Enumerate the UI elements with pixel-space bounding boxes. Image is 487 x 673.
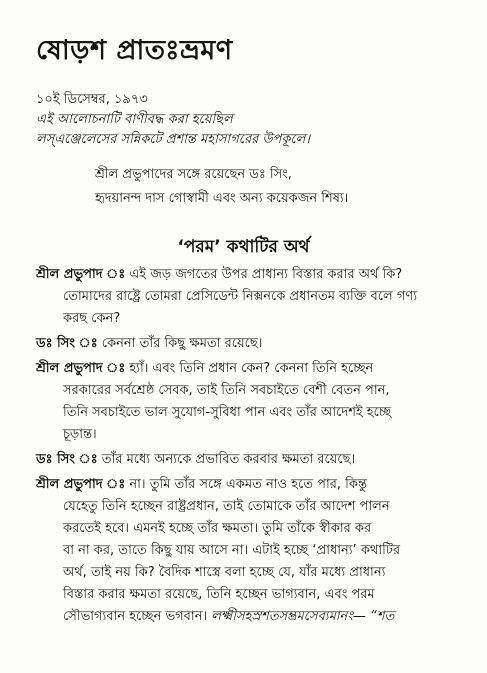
speech-text: হ্যাঁ। এবং তিনি প্রধান কেন? কেননা তিনি হচ্ছেন bbox=[129, 361, 374, 376]
recording-note-line-1: এই আলোচনাটি বাণীবদ্ধ করা হয়েছিল bbox=[36, 112, 233, 127]
speech-text: কেননা তাঁর কিছু ক্ষমতা রয়েছে। bbox=[101, 336, 263, 351]
dialogue bbox=[36, 264, 464, 631]
date-line: ১০ই ডিসেম্বর, ১৯৭৩ bbox=[36, 92, 148, 107]
speaker-label: শ্রীল প্রভুপাদ ঃ bbox=[36, 361, 126, 376]
speaker-label: শ্রীল প্রভুপাদ ঃ bbox=[36, 477, 126, 492]
participants-line-2: হৃদয়ানন্দ দাস গোস্বামী এবং অন্য কয়েকজন শিষ্য। bbox=[95, 191, 349, 206]
dialogue-turn bbox=[36, 449, 464, 471]
chapter-title: ষোড়শ প্রাতঃভ্রমণ bbox=[36, 35, 233, 66]
speech-text: এই জড় জগতের উপর প্রাধান্য বিস্তার করার অর্থ কি? bbox=[129, 267, 403, 282]
speaker-label: ডঃ সিং ঃ bbox=[36, 336, 98, 351]
speech-line: তোমাদের রাষ্ট্রে তোমরা প্রেসিডেন্ট নিক্সনকে প্রধানতম ব্যক্তি বলে গণ্য bbox=[63, 289, 417, 304]
participants bbox=[95, 163, 348, 211]
sanskrit-verse: লক্ষ্মীসহস্রশতসম্ভ্রমসেব্যমানং— “শত bbox=[211, 609, 395, 624]
speech-line: সরকারের সর্বশ্রেষ্ঠ সেবক, তাই তিনি সবচাইতে বেশী বেতন পান, bbox=[63, 383, 390, 398]
dialogue-turn bbox=[36, 264, 464, 330]
speech-line: অর্থ, তাই নয় কি? বৈদিক শাস্ত্রে বলা হচ্ছে যে, যাঁর মধ্যে প্রাধান্য bbox=[63, 565, 386, 580]
speaker-label: শ্রীল প্রভুপাদ ঃ bbox=[36, 267, 126, 282]
chapter-meta bbox=[36, 90, 310, 150]
dialogue-turn bbox=[36, 358, 464, 446]
speech-text: সৌভাগ্যবান হচ্ছেন ভগবান। bbox=[63, 609, 208, 624]
speech-line: তিনি সবচাইতে ভাল সুযোগ-সুবিধা পান এবং তাঁর আদেশই হচ্ছে bbox=[63, 405, 392, 420]
speech-line: করছ কেন? bbox=[63, 311, 121, 326]
speech-text: না। তুমি তাঁর সঙ্গে একমত নাও হতে পার, কিন্তু bbox=[129, 477, 367, 492]
recording-note-line-2: লস্‌এঞ্জেলেসের সন্নিকটে প্রশান্ত মহাসাগরের উপকূলে। bbox=[36, 132, 310, 147]
speech-text: তাঁর মধ্যে অন্যকে প্রভাবিত করবার ক্ষমতা রয়েছে। bbox=[101, 452, 356, 467]
participants-line-1: শ্রীল প্রভুপাদের সঙ্গে রয়েছেন ডঃ সিং, bbox=[95, 167, 292, 182]
speaker-label: ডঃ সিং ঃ bbox=[36, 452, 98, 467]
section-title: ‘পরম’ কথাটির অর্থ bbox=[177, 237, 310, 257]
speech-line: বা না কর, তাতে কিছু যায় আসে না। এটাই হচ্ছে ‘প্রাধান্য’ কথাটির bbox=[63, 543, 401, 558]
speech-line: চূড়ান্ত। bbox=[63, 427, 97, 442]
speech-line: করতেই হবে। এমনই হচ্ছে তাঁর ক্ষমতা। তুমি তাঁকে স্বীকার কর bbox=[63, 521, 372, 536]
dialogue-turn bbox=[36, 474, 464, 628]
speech-line: যেহেতু তিনি হচ্ছেন রাষ্ট্রপ্রধান, তাই তোমাকে তাঁর আদেশ পালন bbox=[63, 499, 390, 514]
speech-line: বিস্তার করার ক্ষমতা রয়েছে, তিনি হচ্ছেন ভাগ্যবান, এবং পরম bbox=[63, 587, 375, 602]
dialogue-turn bbox=[36, 333, 464, 355]
